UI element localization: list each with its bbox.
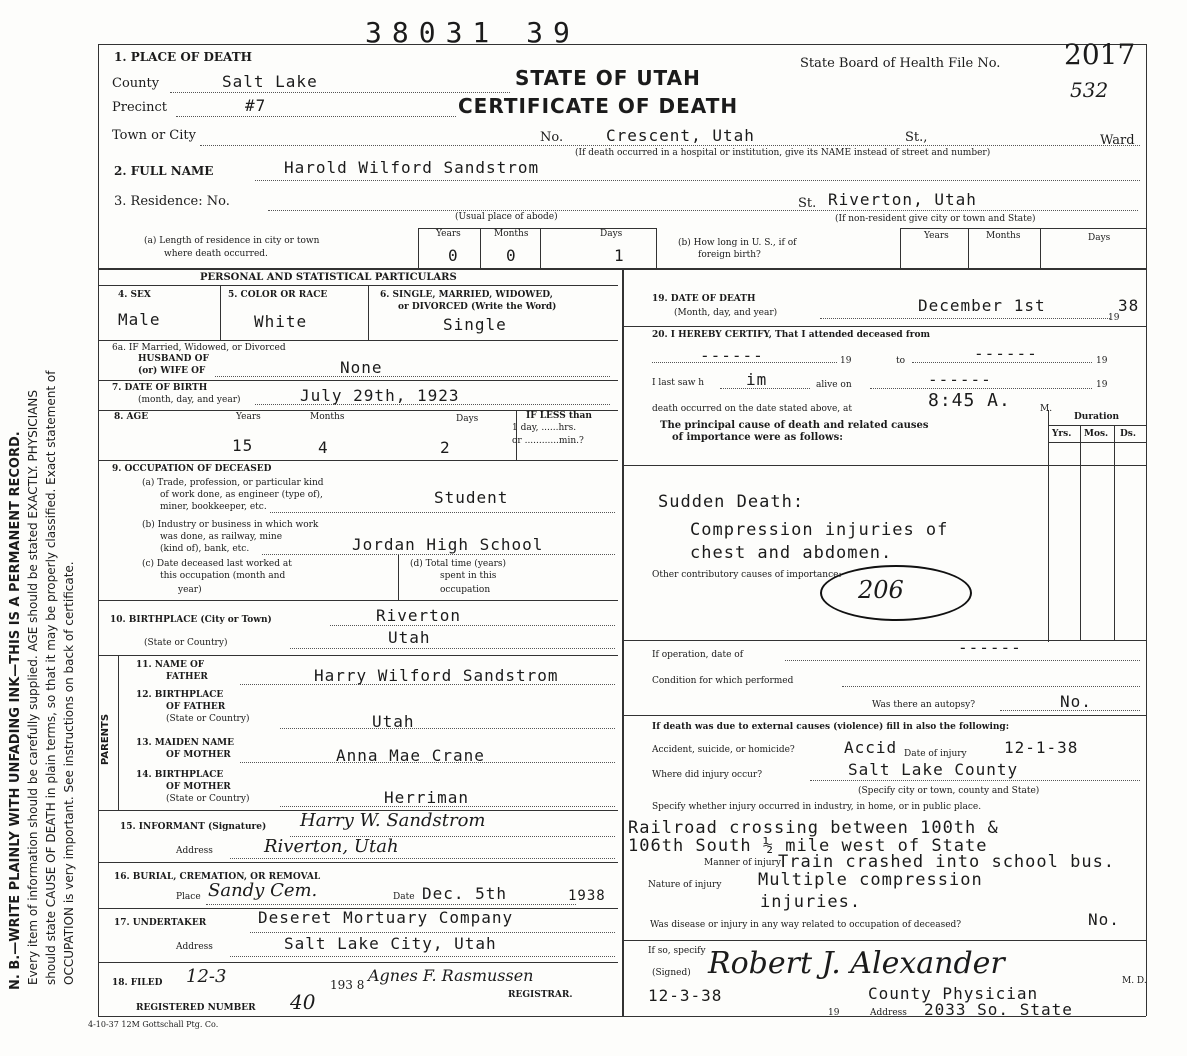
sex-value: Male: [118, 310, 161, 329]
nonresident-note: (If non-resident give city or town and State): [835, 214, 1036, 224]
occ-a-1: (a) Trade, profession, or particular kind: [142, 478, 324, 488]
occ-c-2: this occupation (month and: [160, 571, 286, 581]
condition-label: Condition for which performed: [652, 676, 794, 686]
where-value: Salt Lake County: [848, 760, 1019, 779]
us-days-label: Days: [1088, 233, 1111, 243]
color-value: White: [254, 312, 308, 331]
operation-value: ------: [958, 638, 1022, 657]
birthplace-city-value: Riverton: [376, 606, 462, 625]
undertaker-address-label: Address: [176, 942, 213, 952]
where-note: (Specify city or town, county and State): [858, 786, 1040, 796]
dob-label-b: (month, day, and year): [138, 395, 241, 405]
date-of-death-label-b: (Month, day, and year): [674, 308, 778, 318]
occupation-related-value: No.: [1088, 910, 1120, 929]
manner-label: Manner of injury: [704, 858, 781, 868]
us-years-label: Years: [924, 231, 949, 241]
occ-b-2: was done, as railway, mine: [160, 532, 283, 542]
cause-line-1: Sudden Death:: [658, 492, 805, 512]
length-residence-label-a: (a) Length of residence in city or town: [144, 236, 320, 246]
fbirth-label-b: OF FATHER: [166, 702, 226, 712]
registered-number-label: REGISTERED NUMBER: [136, 1003, 256, 1013]
undertaker-name: Deseret Mortuary Company: [258, 908, 514, 927]
occ-d-2: spent in this: [440, 571, 497, 581]
residence-value: Riverton, Utah: [828, 190, 977, 209]
age-months-value: 4: [318, 438, 329, 457]
full-name-value: Harold Wilford Sandstrom: [284, 158, 540, 177]
physician-address: 2033 So. State: [924, 1000, 1073, 1019]
occupation-value: Student: [434, 488, 509, 507]
external-causes-label: If death was due to external causes (violence) fill in also the following:: [652, 722, 1010, 732]
date-of-death-value: December 1st: [918, 296, 1046, 315]
burial-label: 16. BURIAL, CREMATION, OR REMOVAL: [114, 872, 321, 882]
birthplace-state-value: Utah: [388, 628, 431, 647]
res-months-value: 0: [506, 246, 517, 265]
file-number-label: State Board of Health File No.: [800, 56, 1001, 71]
precinct-value: #7: [245, 96, 267, 115]
physician-signature: Robert J. Alexander: [708, 946, 1005, 981]
accident-label: Accident, suicide, or homicide?: [652, 745, 795, 755]
ward-label: Ward: [1100, 133, 1135, 148]
mother-value: Anna Mae Crane: [336, 746, 485, 765]
occ-d-1: (d) Total time (years): [410, 559, 507, 569]
fbirth-label-c: (State or Country): [166, 714, 250, 724]
street-label: St.,: [905, 130, 928, 145]
filed-year: 193 8: [330, 978, 365, 992]
father-label-b: FATHER: [166, 672, 208, 682]
signed-date: 12-3-38: [648, 986, 723, 1005]
injury-date-label: Date of injury: [904, 749, 967, 759]
town-value: Crescent, Utah: [606, 126, 755, 145]
death-occurred-label: death occurred on the date stated above, at: [652, 404, 853, 414]
mother-label-b: OF MOTHER: [166, 750, 231, 760]
injury-place-2: 106th South ½ mile west of State: [628, 836, 988, 856]
occ-a-2: of work done, as engineer (type of),: [160, 490, 323, 500]
nature-value-2: injuries.: [760, 892, 862, 912]
age-label: 8. AGE: [114, 412, 149, 422]
informant-address-label: Address: [176, 846, 213, 856]
if-less-label-a: IF LESS than: [526, 411, 592, 421]
informant-address: Riverton, Utah: [264, 836, 399, 857]
residence-label: 3. Residence: No.: [114, 194, 230, 209]
signed-label: (Signed): [652, 968, 691, 978]
occ-a-3: miner, bookkeeper, etc.: [160, 502, 267, 512]
certificate-title: CERTIFICATE OF DEATH: [458, 94, 739, 118]
filed-date: 12-3: [186, 966, 227, 987]
burial-year: 1938: [568, 888, 606, 904]
dob-label-a: 7. DATE OF BIRTH: [112, 383, 208, 393]
informant-label: 15. INFORMANT (Signature): [120, 822, 267, 832]
burial-date-label: Date: [393, 892, 415, 902]
if-less-label-c: or ............min.?: [512, 436, 584, 446]
mbirth-value: Herriman: [384, 788, 470, 807]
usual-abode-note: (Usual place of abode): [455, 212, 558, 222]
specify-label: Specify whether injury occurred in industry, in home, or in public place.: [652, 802, 982, 812]
full-name-label: 2. FULL NAME: [114, 164, 214, 178]
dob-value: July 29th, 1923: [300, 386, 460, 405]
undertaker-label: 17. UNDERTAKER: [114, 918, 207, 928]
signed-year-prefix: 19: [828, 1008, 840, 1018]
side-note-line-4: OCCUPATION is very important. See instructions on back of certificate.: [62, 561, 76, 985]
us-residence-label-b: foreign birth?: [698, 250, 761, 260]
physician-title: County Physician: [868, 984, 1039, 1003]
alive-on-year-prefix: 19: [1096, 380, 1108, 390]
age-days-value: 2: [440, 438, 451, 457]
attended-to-label: to: [896, 356, 906, 366]
certificate-number: 38031 39: [365, 16, 580, 49]
injury-place-1: Railroad crossing between 100th &: [628, 818, 999, 838]
if-less-label-b: 1 day, ......hrs.: [512, 423, 577, 433]
classification-code: 206: [858, 576, 904, 604]
occ-c-3: year): [178, 585, 202, 595]
occupation-label: 9. OCCUPATION OF DECEASED: [112, 464, 272, 474]
last-saw-value: im: [746, 370, 768, 389]
mbirth-label-c: (State or Country): [166, 794, 250, 804]
length-residence-label-b: where death occurred.: [164, 249, 268, 259]
registered-number: 40: [290, 990, 316, 1014]
informant-signature: Harry W. Sandstrom: [300, 810, 486, 831]
attended-from: ------: [700, 346, 764, 365]
burial-date: Dec. 5th: [422, 884, 508, 903]
where-label: Where did injury occur?: [652, 770, 763, 780]
file-number: 2017: [1064, 38, 1136, 71]
sex-label: 4. SEX: [118, 290, 151, 300]
father-value: Harry Wilford Sandstrom: [314, 666, 559, 685]
age-years-label: Years: [236, 412, 261, 422]
last-saw-label: I last saw h: [652, 378, 705, 388]
hospital-note: (If death occurred in a hospital or institution, give its NAME instead of street and number): [575, 148, 991, 158]
burial-place-label: Place: [176, 892, 201, 902]
printer-imprint: 4-10-37 12M Gottschall Ptg. Co.: [88, 1020, 219, 1029]
duration-days-label: Ds.: [1120, 429, 1137, 439]
physician-address-label: Address: [870, 1008, 907, 1018]
marital-label-b: or DIVORCED (Write the Word): [398, 302, 557, 312]
cause-intro-a: The principal cause of death and related causes: [660, 420, 929, 431]
cause-intro-b: of importance were as follows:: [672, 432, 843, 443]
res-years-label: Years: [436, 229, 461, 239]
occ-c-1: (c) Date deceased last worked at: [142, 559, 292, 569]
res-days-value: 1: [614, 246, 625, 265]
autopsy-value: No.: [1060, 692, 1092, 711]
autopsy-label: Was there an autopsy?: [872, 700, 976, 710]
town-label: Town or City: [112, 128, 196, 143]
attended-to: ------: [974, 344, 1038, 363]
spouse-label-a: 6a. IF Married, Widowed, or Divorced: [112, 343, 286, 353]
occ-d-3: occupation: [440, 585, 491, 595]
age-months-label: Months: [310, 412, 345, 422]
fbirth-value: Utah: [372, 712, 415, 731]
res-years-value: 0: [448, 246, 459, 265]
duration-label: Duration: [1074, 412, 1120, 422]
us-months-label: Months: [986, 231, 1021, 241]
county-label: County: [112, 76, 160, 91]
personal-section-title: PERSONAL AND STATISTICAL PARTICULARS: [200, 272, 457, 283]
burial-place: Sandy Cem.: [208, 880, 318, 901]
contributory-label: Other contributory causes of importance:: [652, 570, 842, 580]
mother-label-a: 13. MAIDEN NAME: [136, 738, 235, 748]
marital-value: Single: [443, 315, 507, 334]
precinct-label: Precinct: [112, 100, 167, 115]
alive-on-value: ------: [928, 370, 992, 389]
date-of-death-label-a: 19. DATE OF DEATH: [652, 294, 756, 304]
occ-b-1: (b) Industry or business in which work: [142, 520, 319, 530]
operation-label: If operation, date of: [652, 650, 744, 660]
side-note-line-3: should state CAUSE OF DEATH in plain terms, so that it may be properly classified. Exact statement of: [44, 370, 58, 985]
color-label: 5. COLOR OR RACE: [228, 290, 328, 300]
local-number: 532: [1070, 78, 1109, 102]
age-years-value: 15: [232, 436, 254, 455]
occ-b-3: (kind of), bank, etc.: [160, 544, 250, 554]
age-days-label: Days: [456, 414, 479, 424]
county-value: Salt Lake: [222, 72, 318, 91]
side-note-line-1: N. B.—WRITE PLAINLY WITH UNFADING INK—THIS IS A PERMANENT RECORD.: [8, 431, 23, 990]
residence-st-label: St.: [798, 196, 817, 211]
spouse-label-c: (or) WIFE OF: [138, 366, 206, 376]
attended-from-year-prefix: 19: [840, 356, 852, 366]
accident-value: Accid: [844, 738, 898, 757]
time-m-label: M.: [1040, 404, 1053, 414]
alive-on-label: alive on: [816, 380, 852, 390]
birthplace-label-a: 10. BIRTHPLACE (City or Town): [110, 615, 272, 625]
md-label: M. D.: [1122, 976, 1147, 986]
mbirth-label-a: 14. BIRTHPLACE: [136, 770, 224, 780]
spouse-label-b: HUSBAND OF: [138, 354, 209, 364]
death-year-prefix: 19: [1108, 313, 1120, 323]
registrar-signature: Agnes F. Rasmussen: [368, 966, 534, 985]
mbirth-label-b: OF MOTHER: [166, 782, 231, 792]
cause-line-2: Compression injuries of: [690, 520, 949, 540]
if-so-label: If so, specify: [648, 946, 706, 956]
filed-label: 18. FILED: [112, 978, 163, 988]
duration-months-label: Mos.: [1084, 429, 1109, 439]
nature-value-1: Multiple compression: [758, 870, 983, 890]
fbirth-label-a: 12. BIRTHPLACE: [136, 690, 224, 700]
injury-date-value: 12-1-38: [1004, 738, 1079, 757]
registrar-label: REGISTRAR.: [508, 990, 573, 1000]
manner-value: Train crashed into school bus.: [778, 852, 1116, 872]
spouse-value: None: [340, 358, 383, 377]
birthplace-label-b: (State or Country): [144, 638, 228, 648]
us-residence-label-a: (b) How long in U. S., if of: [678, 238, 797, 248]
res-months-label: Months: [494, 229, 529, 239]
street-no-label: No.: [540, 130, 564, 145]
death-year-value: 38: [1118, 296, 1140, 315]
nature-label: Nature of injury: [648, 880, 722, 890]
parents-vertical-label: PARENTS: [100, 713, 111, 765]
duration-years-label: Yrs.: [1052, 429, 1072, 439]
attended-to-year-prefix: 19: [1096, 356, 1108, 366]
father-label-a: 11. NAME OF: [136, 660, 205, 670]
marital-label-a: 6. SINGLE, MARRIED, WIDOWED,: [380, 290, 553, 300]
side-note-line-2: Every item of information should be carefully supplied. AGE should be stated EXACTLY. PHYSICIANS: [26, 390, 40, 985]
time-of-death: 8:45 A.: [928, 390, 1011, 411]
res-days-label: Days: [600, 229, 623, 239]
occupation-related-label: Was disease or injury in any way related to occupation of deceased?: [650, 920, 962, 930]
undertaker-address: Salt Lake City, Utah: [284, 934, 497, 953]
certify-label: 20. I HEREBY CERTIFY, That I attended deceased from: [652, 330, 930, 340]
place-of-death-label: 1. PLACE OF DEATH: [114, 50, 252, 64]
cause-line-3: chest and abdomen.: [690, 543, 893, 563]
industry-value: Jordan High School: [352, 535, 544, 554]
state-title: STATE OF UTAH: [515, 66, 701, 90]
